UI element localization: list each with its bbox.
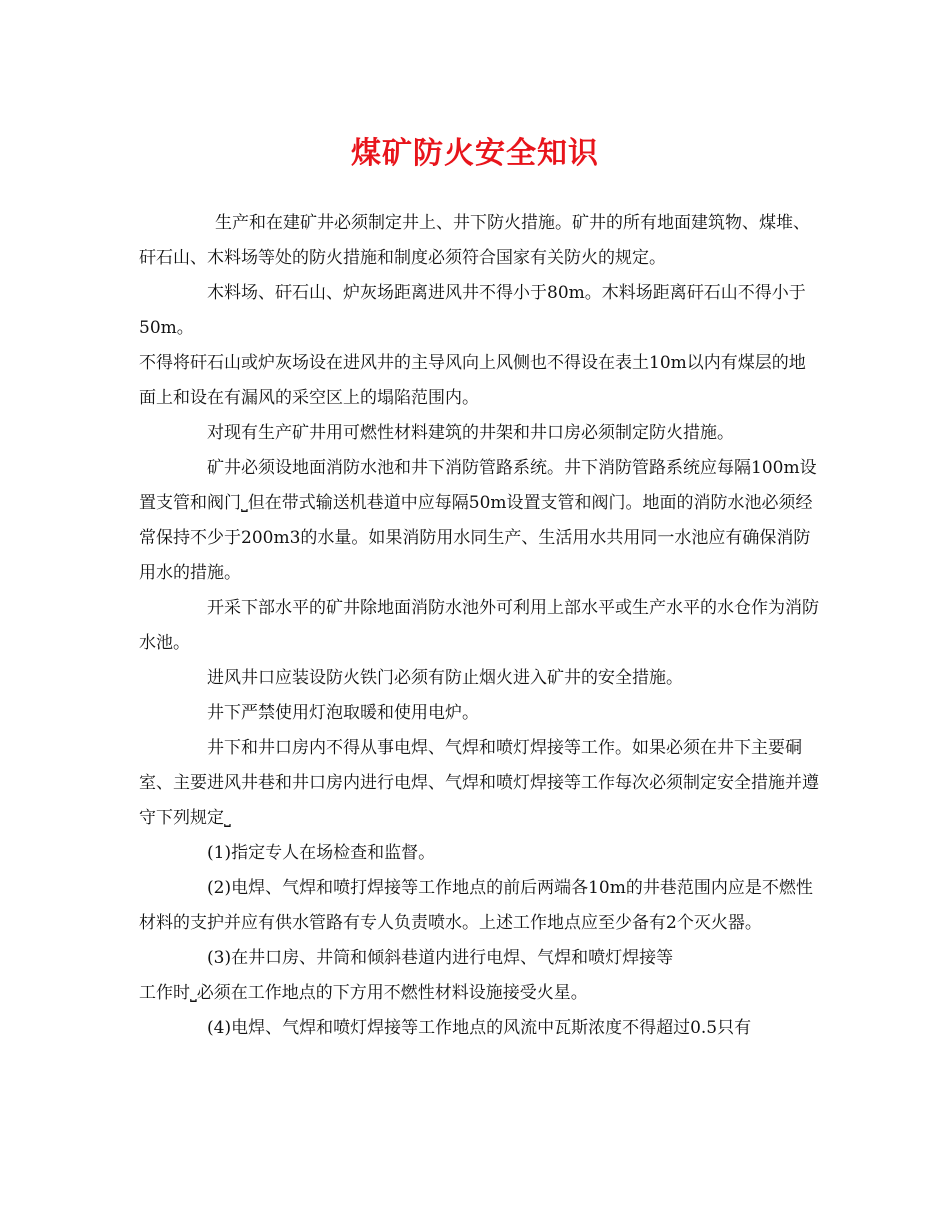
document-body xyxy=(139,206,819,1046)
paragraph-placement-rules: 不得将矸石山或炉灰场设在进风井的主导风向上风侧也不得设在表土10m以内有煤层的地面上和设在有漏风的采空区上的塌陷范围内。 xyxy=(139,353,806,408)
list-item-3: (3)在井口房、井筒和倾斜巷道内进行电焊、气焊和喷灯焊接等工作时⎵必须在工作地点的下方用不燃性材料设施接受火星。 xyxy=(139,948,674,1003)
list-item-1: (1)指定专人在场检查和监督。 xyxy=(207,843,436,863)
paragraph-fire-door: 进风井口应装设防火铁门必须有防止烟火进入矿井的安全措施。 xyxy=(207,668,683,688)
paragraph-lower-level: 开采下部水平的矿井除地面消防水池外可利用上部水平或生产水平的水仓作为消防水池。 xyxy=(139,598,819,653)
paragraph-fire-measures: 生产和在建矿井必须制定井上、井下防火措施。矿井的所有地面建筑物、煤堆、矸石山、木料场等处的防火措施和制度必须符合国家有关防火的规定。 xyxy=(139,213,810,268)
paragraph-headframe: 对现有生产矿井用可燃性材料建筑的井架和井口房必须制定防火措施。 xyxy=(207,423,734,443)
paragraph-fire-water: 矿井必须设地面消防水池和井下消防管路系统。井下消防管路系统应每隔100m设置支管和阀门⎵但在带式输送机巷道中应每隔50m设置支管和阀门。地面的消防水池必须经常保持不少于200m3的水量。如果消防用水同生产、生活用水共用同一水池应有确保消防用水的措施。 xyxy=(139,458,817,583)
paragraph-welding-rules: 井下和井口房内不得从事电焊、气焊和喷灯焊接等工作。如果必须在井下主要硐室、主要进风井巷和井口房内进行电焊、气焊和喷灯焊接等工作每次必须制定安全措施并遵守下列规定⎵ xyxy=(139,738,819,828)
paragraph-no-heaters: 井下严禁使用灯泡取暖和使用电炉。 xyxy=(207,703,479,723)
list-item-4: (4)电焊、气焊和喷灯焊接等工作地点的风流中瓦斯浓度不得超过0.5只有 xyxy=(207,1018,752,1038)
paragraph-distance-rules: 木料场、矸石山、炉灰场距离进风井不得小于80m。木料场距离矸石山不得小于50m。 xyxy=(139,283,806,338)
document-title: 煤矿防火安全知识 xyxy=(351,136,599,171)
list-item-2: (2)电焊、气焊和喷打焊接等工作地点的前后两端各10m的井巷范围内应是不燃性材料的支护并应有供水管路有专人负责喷水。上述工作地点应至少备有2个灭火器。 xyxy=(139,878,813,933)
